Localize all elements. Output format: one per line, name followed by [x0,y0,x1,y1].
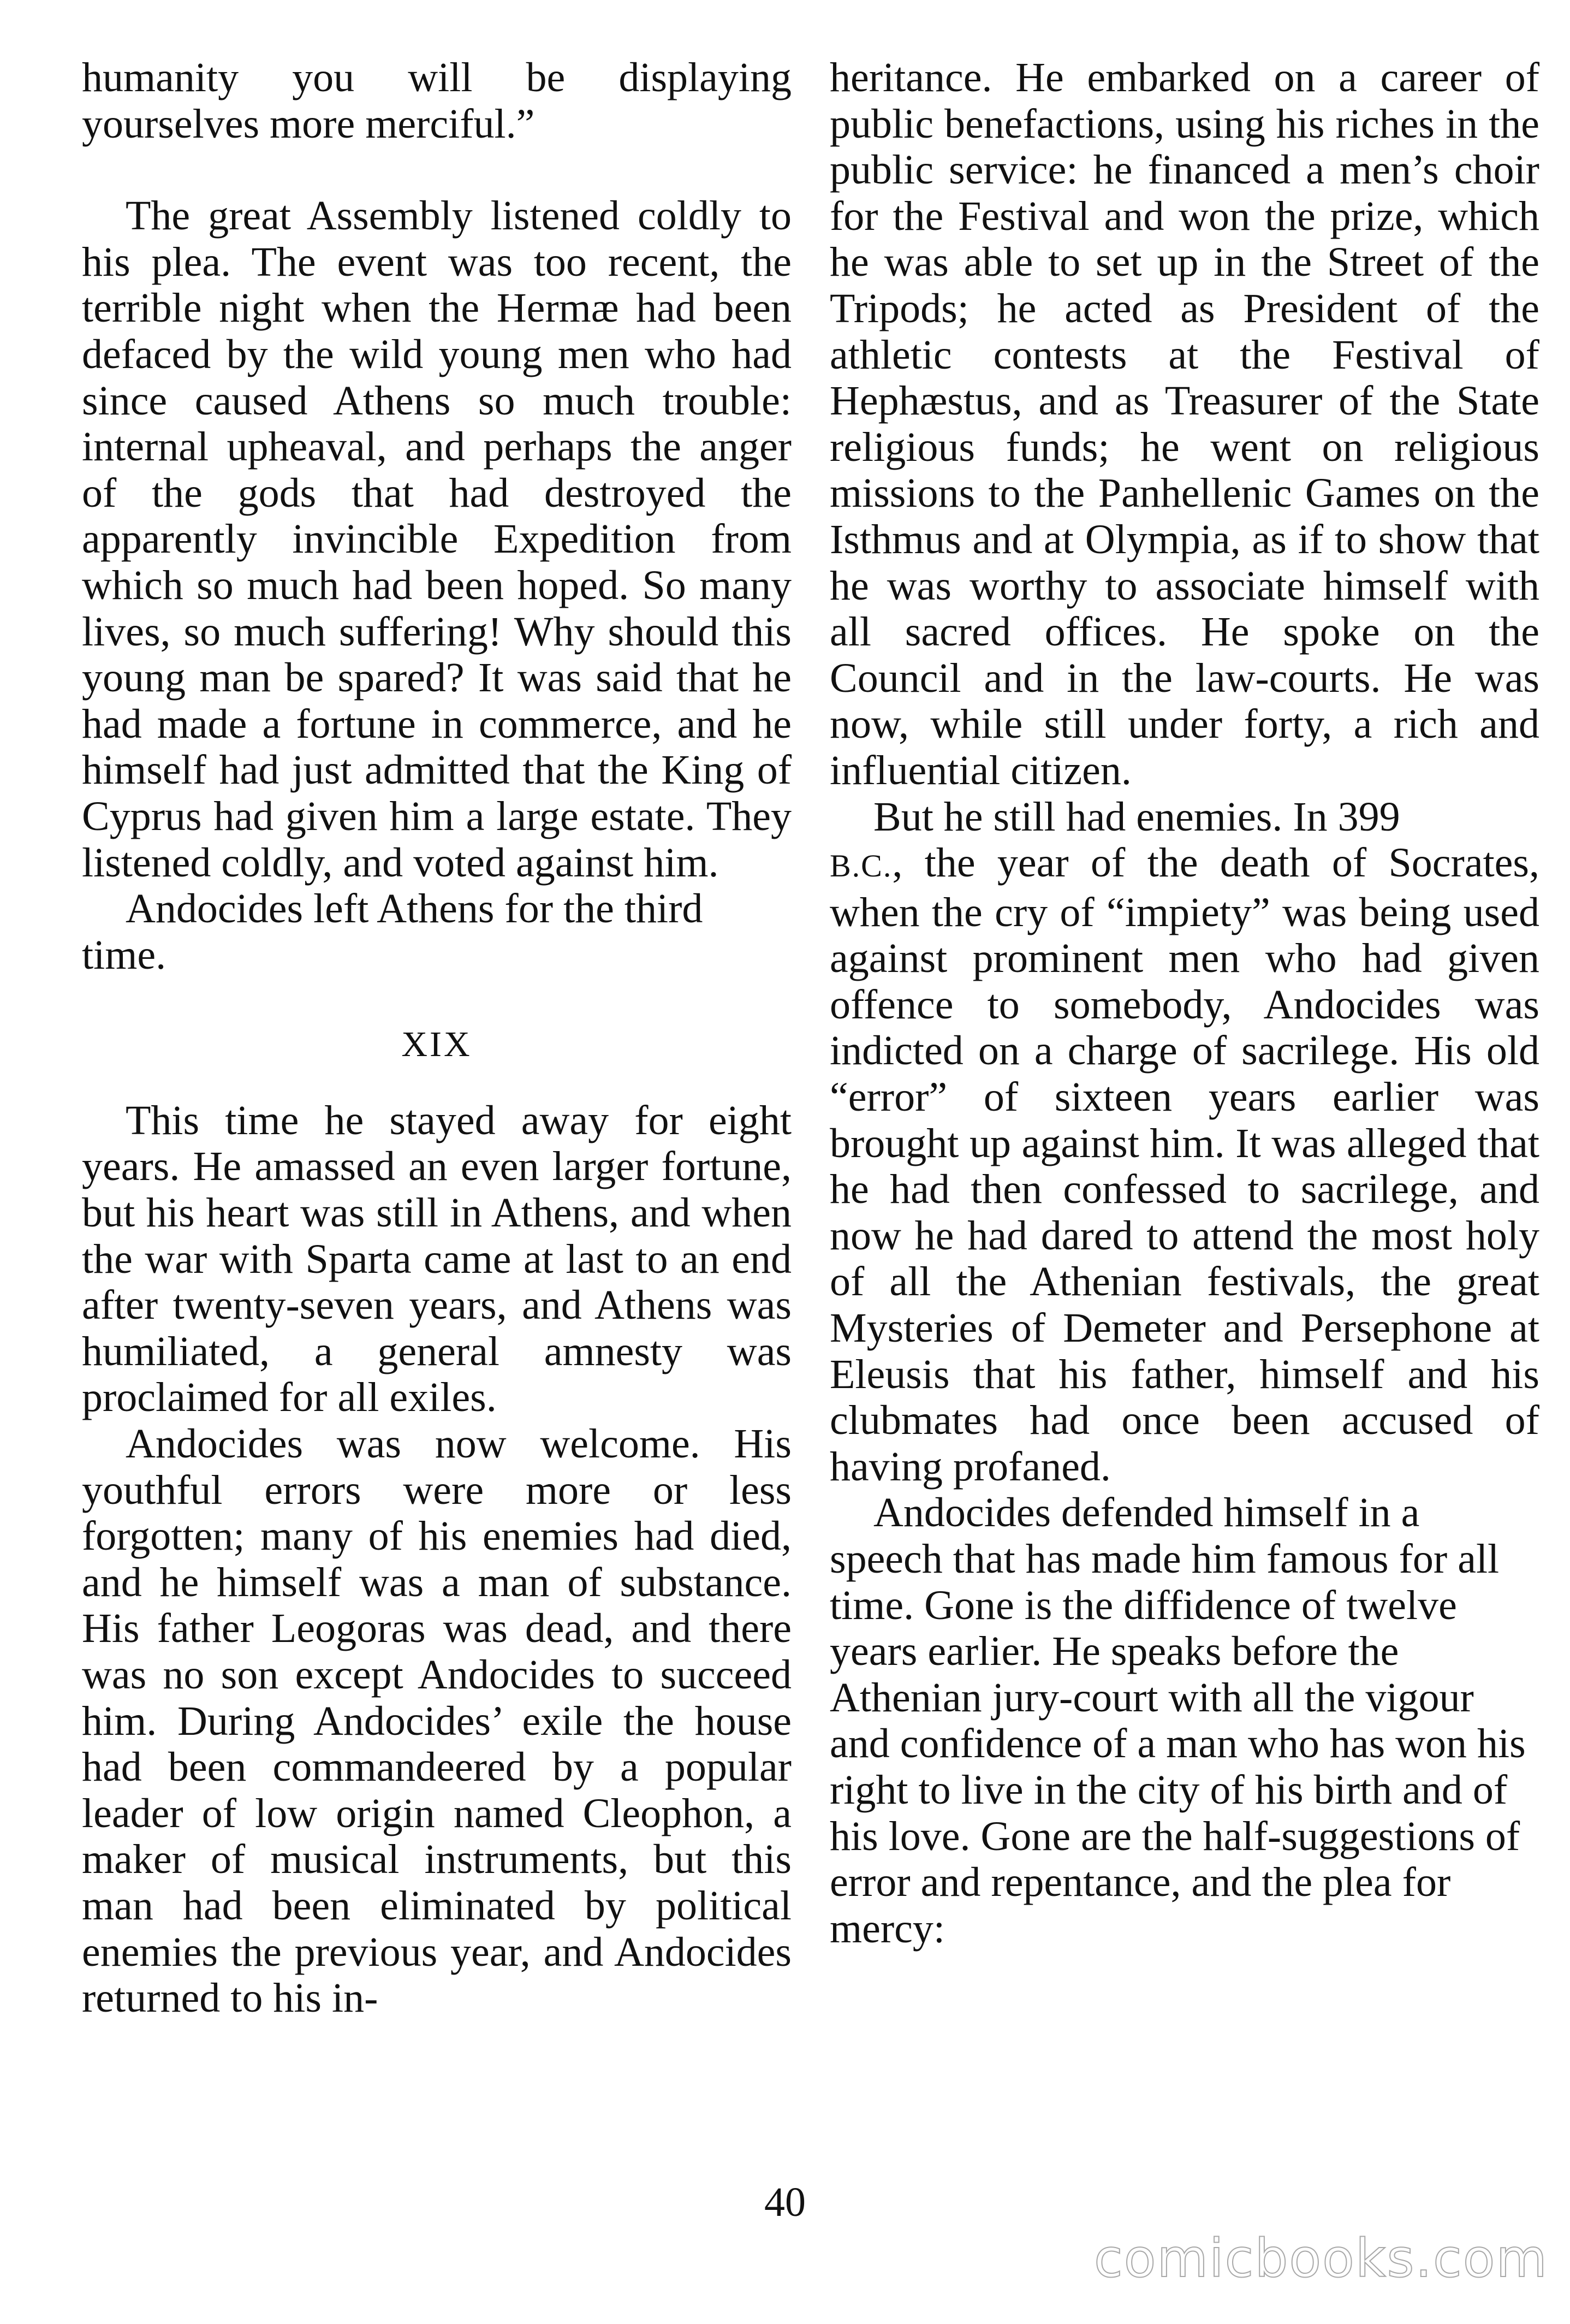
paragraph: Andocides was now welcome. His youthful errors were more or less forgotten; many of his enemies had died, and he himself was a man of substance. His father Leogoras was dead, and there was no son except Andocides to succeed him. During Andocides’ exile the house had been commandeered by a popular leader of low origin named Cleophon, a maker of musical instruments, but this man had been eliminated by political enemies the previous year, and Andocides returned to his in- [82,1421,792,2021]
paragraph [830,794,1539,1490]
chapter-heading: XIX [401,1024,472,1065]
paragraph: Andocides defended himself in a speech that has made him famous for all time. Gone is the diffidence of twelve years earlier. He speaks before the Athenian jury-court with all the vigour and confidence of a man who has won his right to live in the city of his birth and of his love. Gone are the half-suggestions of error and repentance, and the plea for mercy: [830,1490,1526,1952]
right-column [830,55,1539,1952]
paragraph: heritance. He embarked on a career of public benefactions, using his riches in the public service: he financed a men’s choir for the Festival and won the prize, which he was able to set up in the Street of the Tripods; he acted as President of the athletic contests at the Festival of Hephæstus, and as Treasurer of the State religious funds; he went on religious missions to the Panhellenic Games on the Isthmus and at Olympia, as if to show that he was worthy to associate himself with all sacred offices. He spoke on the Council and in the law-courts. He was now, while still under forty, a rich and influential citizen. [830,55,1539,793]
paragraph-text: But he still had enemies. In 399 [873,793,1400,840]
paragraph: Andocides left Athens for the third time. [82,886,703,978]
paragraph-text: , the year of the death of Socrates, when the cry of “impiety” was being used against prominent men who had given offence to somebody, Andocides was indicted on a charge of sacrilege. His old “error” of sixteen years earlier was brought up against him. It was alleged that he had then confessed to sacrilege, and now he had dared to attend the most holy of all the Athenian festivals, the great Mysteries of Demeter and Persephone at Eleusis that his father, himself and his clubmates had once been accused of having profaned. [830,840,1539,1490]
era-abbreviation: B.C. [830,848,893,884]
page-number: 40 [764,2179,806,2225]
paragraph: humanity you will be displaying yourselves more merciful.” [82,55,792,147]
watermark: comicbooks.com [1093,2228,1548,2289]
paragraph: This time he stayed away for eight years. He amassed an even larger fortune, but his heart was still in Athens, and when the war with Sparta came at last to an end after twenty-seven years, and Athens was humiliated, a general amnesty was proclaimed for all exiles. [82,1097,792,1421]
left-column [82,55,792,2021]
paragraph: The great Assembly listened coldly to his plea. The event was too recent, the terrible night when the Hermæ had been defaced by the wild young men who had since caused Athens so much trouble: internal upheaval, and perhaps the anger of the gods that had destroyed the apparently invincible Expedition from which so much had been hoped. So many lives, so much suffering! Why should this young man be spared? It was said that he had made a fortune in commerce, and he himself had just admitted that the King of Cyprus had given him a large estate. They listened coldly, and voted against him. [82,193,792,886]
